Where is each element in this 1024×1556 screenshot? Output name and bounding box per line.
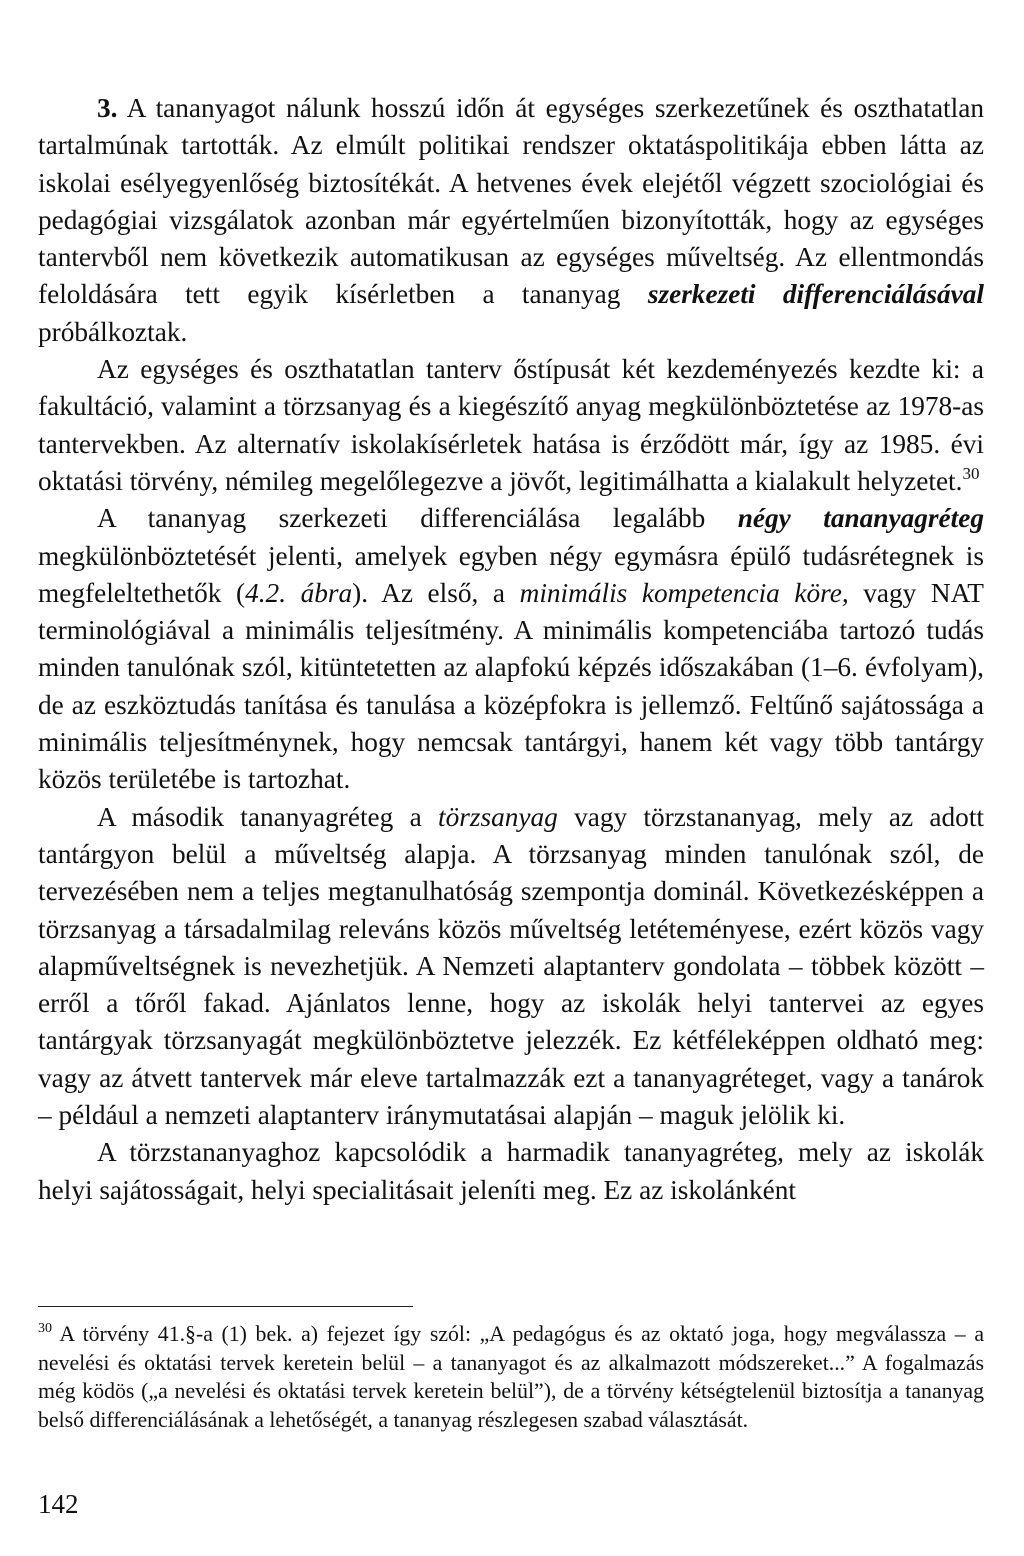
text-run: A tananyag szerkezeti differenciálása legalább xyxy=(97,503,738,534)
text-run: A törzstananyaghoz kapcsolódik a harmadik tananyagréteg, mely az iskolák helyi sajátosságait, helyi specialitásait jeleníti meg. Ez az iskolánként xyxy=(38,1137,984,1205)
page-number: 142 xyxy=(38,1489,79,1519)
text-run: megkülönböztetését jelenti, amelyek egyben négy egymásra épülő tudásrétegnek is megfeleltethetők ( xyxy=(38,540,984,608)
paragraph-core-material xyxy=(38,799,984,1135)
paragraph-curriculum-history xyxy=(38,351,984,500)
footnote-separator xyxy=(38,1306,413,1307)
body-text xyxy=(38,90,984,1209)
emphasis-minimal-competence: minimális kompetencia köre, xyxy=(519,577,849,608)
emphasis-four-layers: négy tananyagréteg xyxy=(737,503,984,534)
footnote-30 xyxy=(38,1320,984,1434)
emphasis-core-material: törzsanyag xyxy=(437,801,558,832)
emphasis-structural-differentiation: szerkezeti differenciálásával xyxy=(647,279,984,310)
text-run: próbálkoztak. xyxy=(38,316,188,347)
text-run: A tananyagot nálunk hosszú időn át egységes szerkezetűnek és oszthatatlan tartalmúnak tartották. Az elmúlt politikai rendszer oktatáspolitikája ebben látta az iskolai esélyegyenlőség biztosítékát. A hetvenes évek elejétől végzett szociológiai és pedagógiai vizsgálatok azonban már egyértelműen bizonyították, hogy az egységes tantervből nem következik automatikusan az egységes műveltség. Az ellentmondás feloldására tett egyik kísérletben a tananyag xyxy=(38,93,984,310)
text-run: vagy NAT terminológiával a minimális teljesítmény. A minimális kompetenciába tartozó tudás minden tanulónak szól, kitüntetetten az alapfokú képzés időszakában (1–6. évfolyam), de az eszköztudás tanítása és tanulása a középfokra is jellemző. Feltűnő sajátossága a minimális teljesítménynek, hogy nemcsak tantárgyi, hanem két vagy több tantárgy közös területébe is tartozhat. xyxy=(38,577,984,795)
text-run: Az egységes és oszthatatlan tanterv őstípusát két kezdeményezés kezdte ki: a fakultáció, valamint a törzsanyag és a kiegészítő anyag megkülönböztetése az 1978-as tantervekben. Az alternatív iskolakísérletek hatása is érződött már, így az 1985. évi oktatási törvény, némileg megelőlegezve a jövőt, legitimálhatta a kialakult helyzetet. xyxy=(38,354,984,496)
text-run: vagy törzstananyag, mely az adott tantárgyon belül a műveltség alapja. A törzsanyag minden tanulónak szól, de tervezésében nem a teljes megtanulhatóság szempontja dominál. Következésképpen a törzsanyag a társadalmilag releváns közös műveltség letéteményese, ezért közös vagy alapműveltségnek is nevezhetjük. A Nemzeti alaptanterv gondolata – többek között – erről a tőről fakad. Ajánlatos lenne, hogy az iskolák helyi tantervei az egyes tantárgyak törzsanyagát megkülönböztetve jelezzék. Ez kétféleképpen oldható meg: vagy az átvett tantervek már eleve tartalmazzák ezt a tananyagréteget, vagy a tanárok – például a nemzeti alaptanterv iránymutatásai alapján – maguk jelölik ki. xyxy=(38,801,985,1131)
paragraph-3 xyxy=(38,90,984,351)
paragraph-number: 3. xyxy=(97,93,118,123)
paragraph-third-layer xyxy=(38,1134,984,1209)
text-run: ). Az első, a xyxy=(352,577,520,608)
footnote-marker: 30 xyxy=(38,1321,52,1336)
paragraph-four-layers xyxy=(38,500,984,798)
text-run: A második tananyagréteg a xyxy=(97,801,438,832)
figure-reference: 4.2. ábra xyxy=(245,577,353,608)
footnote-text: A törvény 41.§-a (1) bek. a) fejezet így szól: „A pedagógus és az oktató joga, hogy megválassza – a nevelési és oktatási tervek keretein belül – a tananyagot és az alkalmazott módszereket...” A fogalmazás még ködös („a nevelési és oktatási tervek keretein belül”), de a törvény kétségtelenül biztosítja a tananyag belső differenciálásának a lehetőségét, a tananyag részlegesen szabad választását. xyxy=(38,1322,984,1432)
footnote-reference[interactable]: 30 xyxy=(962,463,980,483)
